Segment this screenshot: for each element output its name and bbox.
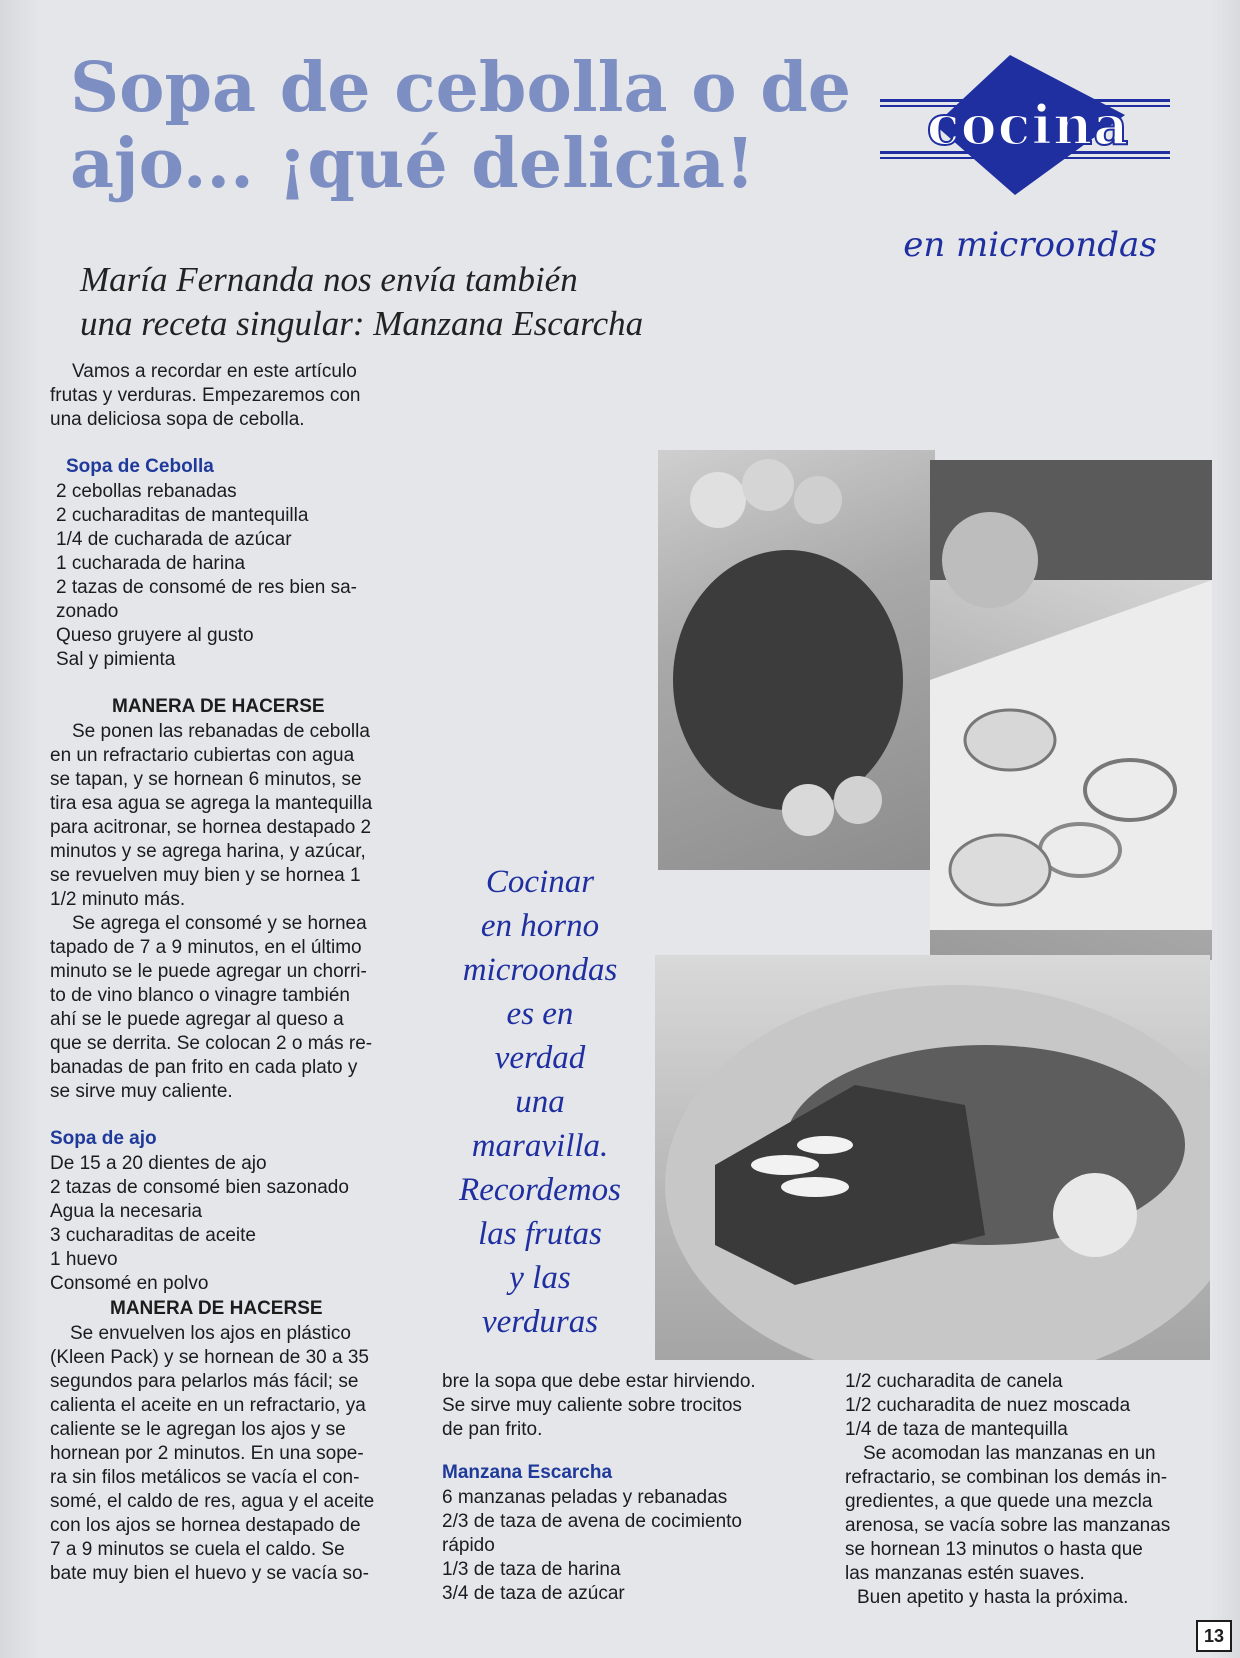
text-line: de pan frito. bbox=[442, 1419, 543, 1440]
ingredient-item: 3/4 de taza de azúcar bbox=[442, 1583, 625, 1604]
grape-shape bbox=[834, 776, 882, 824]
soup-shape bbox=[673, 550, 903, 810]
text-line: bate muy bien el huevo y se vacía so- bbox=[50, 1563, 369, 1584]
cocina-section-logo bbox=[875, 55, 1175, 275]
pull-quote bbox=[430, 860, 650, 1344]
ingredient-item: 1 huevo bbox=[50, 1249, 118, 1270]
text-line: que se derrita. Se colocan 2 o más re- bbox=[50, 1033, 373, 1054]
grape-shape bbox=[782, 784, 834, 836]
bread-ring bbox=[965, 710, 1055, 770]
method-text-ajo bbox=[50, 1322, 430, 1586]
ingredient-item: 1/2 cucharadita de nuez moscada bbox=[845, 1395, 1131, 1416]
text-line: una deliciosa sopa de cebolla. bbox=[50, 409, 305, 430]
ingredient-item: 1/3 de taza de harina bbox=[442, 1559, 621, 1580]
text-line: bre la sopa que debe estar hirviendo. bbox=[442, 1371, 756, 1392]
text-line: Se sirve muy caliente sobre trocitos bbox=[442, 1395, 742, 1416]
pull-quote-line: las frutas bbox=[478, 1216, 602, 1252]
ingredient-item: 2/3 de taza de avena de cocimiento bbox=[442, 1511, 742, 1532]
pull-quote-line: una bbox=[515, 1084, 565, 1120]
column-1 bbox=[50, 360, 430, 1586]
method-heading-cebolla: MANERA DE HACERSE bbox=[112, 696, 325, 717]
apple-slice bbox=[797, 1136, 853, 1154]
text-line: se revuelven muy bien y se hornea 1 bbox=[50, 865, 361, 886]
text-line: gredientes, a que quede una mezcla bbox=[845, 1491, 1153, 1512]
pull-quote-line: es en bbox=[506, 996, 574, 1032]
text-line: las manzanas estén suaves. bbox=[845, 1563, 1085, 1584]
text-line: segundos para pelarlos más fácil; se bbox=[50, 1371, 359, 1392]
ingredient-item: 1 cucharada de harina bbox=[56, 553, 246, 574]
ingredient-item: 6 manzanas peladas y rebanadas bbox=[442, 1487, 728, 1508]
lemon-slice bbox=[1053, 1173, 1137, 1257]
text-line: ahí se le puede agregar al queso a bbox=[50, 1009, 344, 1030]
text-line: ra sin filos metálicos se vacía el con- bbox=[50, 1467, 360, 1488]
column-2 bbox=[442, 1370, 832, 1606]
pull-quote-line: verduras bbox=[481, 1304, 599, 1340]
ingredient-item: 2 tazas de consomé bien sazonado bbox=[50, 1177, 349, 1198]
apple-slice bbox=[751, 1155, 819, 1175]
text-line: caliente se le agregan los ajos y se bbox=[50, 1419, 346, 1440]
ingredient-item: 2 cebollas rebanadas bbox=[56, 481, 237, 502]
text-line: tapado de 7 a 9 minutos, en el último bbox=[50, 937, 362, 958]
text-line: se hornean 13 minutos o hasta que bbox=[845, 1539, 1143, 1560]
text-line: se sirve muy caliente. bbox=[50, 1081, 233, 1102]
text-line: somé, el caldo de res, agua y el aceite bbox=[50, 1491, 375, 1512]
text-line: to de vino blanco o vinagre también bbox=[50, 985, 350, 1006]
apple-slice bbox=[781, 1177, 849, 1197]
onion-soup-photo bbox=[658, 450, 935, 870]
pull-quote-line: Cocinar bbox=[485, 864, 595, 900]
pull-quote-line: verdad bbox=[494, 1040, 586, 1076]
text-line: Se envuelven los ajos en plástico bbox=[70, 1323, 351, 1344]
ingredient-item: De 15 a 20 dientes de ajo bbox=[50, 1153, 267, 1174]
text-line: (Kleen Pack) y se hornean de 30 a 35 bbox=[50, 1347, 369, 1368]
text-line: hornean por 2 minutos. En una sope- bbox=[50, 1443, 364, 1464]
ingredient-item: zonado bbox=[56, 601, 119, 622]
ingredient-item: 1/4 de cucharada de azúcar bbox=[56, 529, 292, 550]
pull-quote-line: y las bbox=[509, 1260, 571, 1296]
ingredient-item: Agua la necesaria bbox=[50, 1201, 203, 1222]
text-line: para acitronar, se hornea destapado 2 bbox=[50, 817, 372, 838]
bread-ring bbox=[950, 835, 1050, 905]
text-line: Se ponen las rebanadas de cebolla bbox=[72, 721, 370, 742]
ingredient-item: rápido bbox=[442, 1535, 495, 1556]
grape-shape bbox=[794, 476, 842, 524]
ingredient-item: 2 tazas de consomé de res bien sa- bbox=[56, 577, 358, 598]
article-title bbox=[70, 48, 852, 204]
text-line: 7 a 9 minutos se cuela el caldo. Se bbox=[50, 1539, 345, 1560]
text-line: Vamos a recordar en este artículo bbox=[72, 361, 357, 382]
pull-quote-line: maravilla. bbox=[471, 1128, 609, 1164]
logo-word: cocina bbox=[926, 93, 1130, 157]
ingredient-list-ajo bbox=[50, 1152, 430, 1296]
logo-rule-bottom-2 bbox=[880, 157, 1170, 159]
photo-illustration bbox=[930, 460, 1212, 960]
ingredient-list-cebolla bbox=[50, 480, 430, 672]
ingredient-item: 2 cucharaditas de mantequilla bbox=[56, 505, 309, 526]
text-line: con los ajos se hornea destapado de bbox=[50, 1515, 361, 1536]
column-3 bbox=[845, 1370, 1205, 1610]
text-line: minutos y se agrega harina, y azúcar, bbox=[50, 841, 366, 862]
ingredient-item: 1/2 cucharadita de canela bbox=[845, 1371, 1063, 1392]
text-line: frutas y verduras. Empezaremos con bbox=[50, 385, 361, 406]
text-line: se tapan, y se hornean 6 minutos, se bbox=[50, 769, 362, 790]
garlic-soup-photo bbox=[930, 460, 1212, 960]
text-line: 1/2 minuto más. bbox=[50, 889, 186, 910]
text-line: tira esa agua se agrega la mantequilla bbox=[50, 793, 373, 814]
photo-illustration bbox=[658, 450, 935, 870]
subtitle-line: María Fernanda nos envía también bbox=[80, 260, 578, 299]
photo-illustration bbox=[655, 955, 1210, 1360]
apple-dessert-photo bbox=[655, 955, 1210, 1360]
intro-paragraph bbox=[50, 360, 430, 384]
ingredient-item: 3 cucharaditas de aceite bbox=[50, 1225, 256, 1246]
facing-page-bleed-left bbox=[0, 0, 40, 1658]
title-line: ajo... ¡qué delicia! bbox=[70, 124, 755, 204]
ingredient-item: Queso gruyere al gusto bbox=[56, 625, 254, 646]
text-line: arenosa, se vacía sobre las manzanas bbox=[845, 1515, 1171, 1536]
text-line: Buen apetito y hasta la próxima. bbox=[857, 1587, 1129, 1608]
recipe-heading-cebolla: Sopa de Cebolla bbox=[66, 456, 214, 477]
intro-paragraph-cont bbox=[50, 384, 430, 432]
text-line: refractario, se combinan los demás in- bbox=[845, 1467, 1168, 1488]
grape-shape bbox=[690, 472, 746, 528]
ingredient-item: Sal y pimienta bbox=[56, 649, 176, 670]
text-line: minuto se le puede agregar un chorri- bbox=[50, 961, 367, 982]
method-text-cebolla bbox=[50, 720, 430, 1104]
text-line: Se acomodan las manzanas en un bbox=[863, 1443, 1156, 1464]
ingredient-list-manzana bbox=[442, 1486, 832, 1606]
ingredient-item: 1/4 de taza de mantequilla bbox=[845, 1419, 1068, 1440]
recipe-heading-manzana: Manzana Escarcha bbox=[442, 1462, 613, 1483]
page-number: 13 bbox=[1196, 1620, 1232, 1652]
text-line: banadas de pan frito en cada plato y bbox=[50, 1057, 358, 1078]
text-line: en un refractario cubiertas con agua bbox=[50, 745, 355, 766]
logo-subtitle: en microondas bbox=[903, 225, 1157, 265]
article-subtitle bbox=[80, 258, 780, 346]
apple-shape bbox=[942, 512, 1038, 608]
method-heading-ajo: MANERA DE HACERSE bbox=[110, 1298, 323, 1319]
subtitle-line: una receta singular: Manzana Escarcha bbox=[80, 304, 644, 343]
text-line: Se agrega el consomé y se hornea bbox=[72, 913, 367, 934]
recipe-heading-ajo: Sopa de ajo bbox=[50, 1128, 157, 1149]
facing-page-bleed-right bbox=[1210, 0, 1240, 1658]
text-line: calienta el aceite en un refractario, ya bbox=[50, 1395, 366, 1416]
grape-shape bbox=[742, 459, 794, 511]
pull-quote-line: microondas bbox=[462, 952, 618, 988]
title-line: Sopa de cebolla o de bbox=[70, 48, 852, 128]
pull-quote-line: en horno bbox=[480, 908, 600, 944]
ingredient-item: Consomé en polvo bbox=[50, 1273, 209, 1294]
pull-quote-line: Recordemos bbox=[459, 1172, 621, 1208]
